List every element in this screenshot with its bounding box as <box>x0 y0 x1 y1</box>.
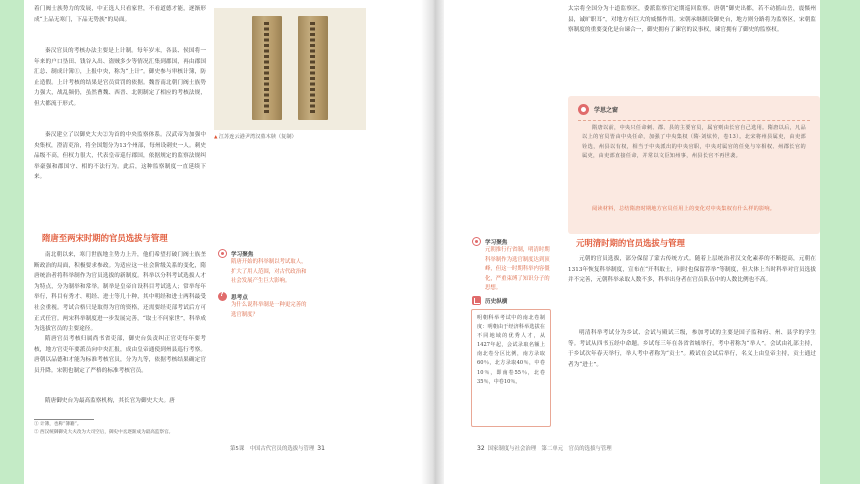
section-title: 元明清时期的官员选拔与管理 <box>576 238 685 248</box>
paragraph: 南北朝以来，寒门世族地主势力上升，他们希望打破门阀士族垄断政治的局面，积极要求参政。为适应这一社会阶级关系的变化，隋唐统治者将科举制作为官员选拔的新制度。科举以分科考试选拔人才为特点，分为制举和常举。制举是皇帝自设科目考试选人；常举每年举行，科目有秀才、明经、进士等几十种，其中明经和进士两科最受社会重视。考试合格只是取得为官的资格，还需要经吏部考试后方可正式任官。两宋科举制度进一步发展完善，“取士不问家世”，科举成为选拔官员的主要途径。 <box>34 252 206 333</box>
side-note-title: 学习聚焦 <box>485 239 508 246</box>
think-window-panel <box>568 96 820 234</box>
panel-title: 学思之窗 <box>594 107 619 114</box>
history-icon <box>472 296 481 305</box>
side-note-learn <box>218 249 310 287</box>
footer-title: 国家制度与社会治理 第二单元 官员的选拔与管理 <box>487 446 612 452</box>
footnote: ① 计簿，也称“簿籍”。 <box>34 422 82 427</box>
paragraph: 着门阀士族势力的发展，中正选人只看家世，不看道德才能，逐渐形成“上品无寒门，下品无势族”的局面。 <box>34 6 206 23</box>
history-sidebar-box <box>471 309 551 427</box>
paragraph: 隋唐官员考核归属尚书省吏部，御史台负责纠正官吏每年要考核，地方官吏年要派员向中央汇报，成由皇帝通使到州县巡行考察。唐朝以品德和才能为标准考核官员，分为九等，依据考核结果确定官员升降。宋朝也制定了严格的标准考核官员。 <box>34 336 206 374</box>
paragraph: 秦汉建立了以御史大夫②为首的中央监察体系。汉武帝为加强中央集权，澄清吏治，将全国划分为13个州部，每州设刺史一人。刺史品级不高，但权力很大，代表皇帝巡行郡国，依据规定的监察法规纠举豪强和郡国守、相的不法行为。此后，这种监察制度一直延续下来。 <box>34 132 206 181</box>
footnote: ② 西汉统御御史大夫改为大司空后，御史中丞逐渐成为最高监察官。 <box>34 430 174 435</box>
footer-title: 第5课 中国古代官员的选拔与管理 <box>230 446 315 452</box>
side-note-title: 思考点 <box>231 294 248 301</box>
side-note-history <box>472 296 554 305</box>
left-green-margin <box>0 0 24 484</box>
side-note-think <box>218 292 310 320</box>
focus-icon <box>218 249 227 258</box>
section-title: 隋唐至两宋时期的官员选拔与管理 <box>42 233 168 243</box>
side-note-learn <box>472 237 554 294</box>
image-caption: ▲ 江苏连云港尹湾汉墓木牍（复制） <box>214 133 297 140</box>
panel-body: 隋唐以前，中央只任命刺、郡、县的主要官员，属官则由长官自己选用。隋唐以后，凡品以上的官员皆由中央任命，加强了中央集权（隋·刘炫传，卷13）。北宋将州县属吏，由吏部铨选，州县以有权，相当于中央派出的中央官职，中央对属官的任免与宰相权、州郡长官的属吏，由吏部直接任命，并常以文臣知州事，州县长官不再世袭。 <box>582 125 807 160</box>
page-number: 32 <box>477 445 485 452</box>
left-page <box>24 0 424 484</box>
history-box-text: 明朝科举考试中的南北卷制度：明朝由于经济科举选拔在不同地域的优秀人才，从1427年起，会试录取名额上南北卷分区比例，南方录取60％，北方录取40％，中卷10％，即南卷55％，北卷35％，中卷10％。 <box>477 315 545 385</box>
paragraph: 隋唐御史台为最高监察机构，其长官为御史大夫。唐 <box>45 398 175 404</box>
page-footer <box>230 444 328 452</box>
paragraph: 明清科举考试分为乡试、会试与殿试三级，参加考试的主要是国子监和府、州、县学的学生等。考试从四书五经中命题。乡试每三年在各省省城举行，考中者称为“举人”。会试由礼部主持，于乡试次年春天举行，举人考中者称为“贡士”。殿试在会试后举行，名义上由皇帝主持，贡士通过者为“进士”。 <box>568 330 816 368</box>
wooden-slip <box>298 16 328 120</box>
panel-divider <box>578 120 810 121</box>
side-note-title: 学习聚焦 <box>231 251 254 258</box>
panel-badge-icon <box>578 104 589 115</box>
side-note-text: 隋唐开始的科举制以考试取人，扩大了用人范围，对古代政治和社会发展产生巨大影响。 <box>231 259 307 285</box>
side-note-text: 为什么说科举制是一种更完善的选官制度？ <box>231 302 307 318</box>
question-icon <box>218 292 227 301</box>
page-number: 31 <box>317 445 325 452</box>
paragraph: 元朝的官员选拔，部分保留了蒙古传统方式。随着上层统治者汉文化素养的不断提高，元朝在1313年恢复科举制度，宣布在“开科取士，同时也保留荐举”等制度，但大体上当时科举对官员选拔并不完善，元朝科举录取人数不多，科举出身者在官员队伍中的人数比例也不高。 <box>568 256 816 284</box>
footnote-divider <box>34 419 94 420</box>
side-note-text: 元朝推行行省制，明清时期科举制作为选官制度达到顶峰，但这一时期科举内容僵化，严重束缚了知识分子的思想。 <box>485 247 550 292</box>
wooden-slip <box>252 16 282 120</box>
page-footer <box>474 444 612 452</box>
wooden-slips-image <box>214 8 366 130</box>
paragraph: 太宗将全国分为十道监察区，委派监察官定期巡回监察。唐朝“御史出都，若不动摇山岳，震慑州县，诚旷职耳”，对地方有巨大的威慑作用。宋朝承继制设御史台，地方则分路将为监察区，宋朝监察制度的重要变化是台谏合一，御史拥有了谏官的议事权，谏官拥有了御史的监察权。 <box>568 6 816 34</box>
focus-icon <box>472 237 481 246</box>
panel-question: 阅读材料，总结隋唐时期地方官员任用上的变化对中央集权有什么样的影响。 <box>592 206 776 212</box>
side-note-title: 历史纵横 <box>485 298 508 305</box>
paragraph: 秦汉官员的考核办法主要是上计制。每年岁末，各县、侯国将一年来的户口垦田、钱谷入出、盗贼多少等情况汇集到郡国，再由郡国汇总、制成计簿①，上报中央，称为“上计”。御史参与审核计簿，防止造假。上计考核的结果是官员赏罚的依据。魏晋南北朝门阀士族势力强大，战乱频仍，虽然曹魏、西晋、北朝制定了相应的考核法规，但大都流于形式。 <box>34 48 206 107</box>
right-green-margin <box>820 0 860 484</box>
